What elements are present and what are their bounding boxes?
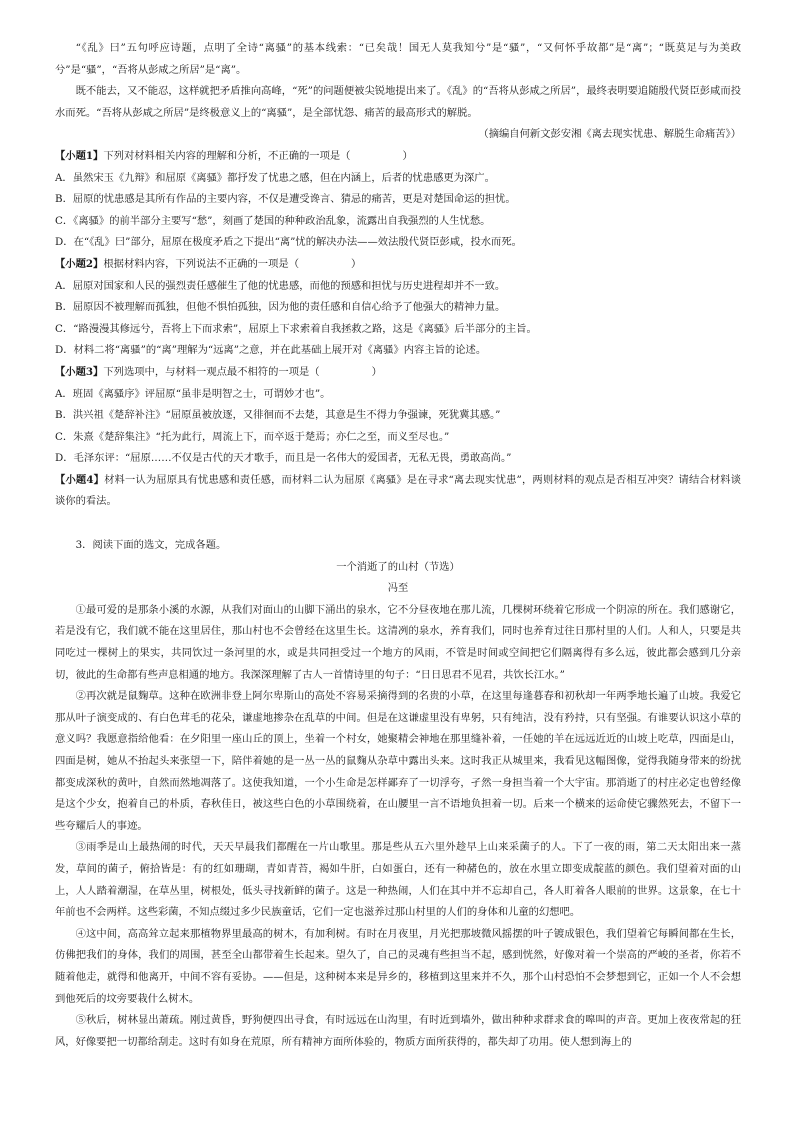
question-text: 材料一认为屈原具有忧患感和责任感，而材料二认为屈原《离骚》是在寻求“离去现实忧患”，两则材料的观点是否相互冲突？请结合材料谈谈你的看法。 (55, 473, 741, 508)
question-stem (55, 146, 741, 168)
article-paragraph: ①最可爱的是那条小溪的水源，从我们对面山的山脚下涌出的泉水，它不分昼夜地在那儿流，几棵树环绕着它形成一个阴凉的所在。我们感谢它，若是没有它，我们就不能在这里居住，那山村也不会曾经在这里生长。这清冽的泉水，养育我们，同时也养育过往日那村里的人们。人和人，只要是共同吃过一棵树上的果实，共同饮过一条河里的水，或是共同担受过一个地方的风雨，不管是时间或空间把它们隔离得有多么远，彼此都会感到几分亲切，彼此的生命都有些声息相通的地方。我深深理解了古人一首情诗里的句子：“日日思君不见君，共饮长江水。” (55, 603, 741, 681)
article-paragraph: ④这中间，高高耸立起来那植物界里最高的树木，有加利树。有时在月夜里，月光把那坡微风摇摆的叶子镀成银色，我们望着它每瞬间都在生长，仿佛把我们的身体，我们的周围，甚至全山都带着生长起来。望久了，自己的灵魂有些担当不起，感到恍然，好像对着一个崇高的严峻的圣者，你若不随着他走，就得和他离开，中间不容有妥协。——但是，这种树本来是异乡的，移植到这里来并不久，那个山村恐怕不会梦想到它，正如一个人不会想到他死后的坟旁要栽什么树木。 (55, 927, 741, 1005)
passage-paragraph: “《乱》曰”五句呼应诗题，点明了全诗“离骚”的基本线索：“已矣哉！国无人莫我知兮”是“骚”，“又何怀乎故都”是“离”；“既莫足与为美政兮”是“骚”，“吾将从彭咸之所居”是“离”。 (55, 42, 741, 76)
question-label: 【小题2】 (55, 257, 104, 270)
question-close-paren: ） (402, 149, 413, 162)
answer-option: D．材料二将“离骚”的“离”理解为“远离”之意，并在此基础上展开对《离骚》内容主旨的论述。 (55, 344, 487, 357)
answer-option: A．屈原对国家和人民的强烈责任感催生了他的忧患感，而他的预感和担忧与历史进程却并不一致。 (55, 279, 506, 292)
question-stem (55, 470, 741, 513)
section-gap (55, 513, 741, 535)
answer-option: D．毛泽东评：“屈原……不仅是古代的天才歌手，而且是一名伟大的爱国者，无私无畏，勇敢高尚。” (55, 452, 512, 465)
question-close-paren: ） (371, 365, 382, 378)
question-text: 下列对材料相关内容的理解和分析，不正确的一项是（ (103, 149, 351, 162)
article-paragraph: ⑤秋后，树林显出萧疏。刚过黄昏，野狗便四出寻食，有时远远在山沟里，有时近到墙外，做出种种求群求食的嗥叫的声音。更加上夜夜常起的狂风，好像要把一切都给刮走。这时有如身在荒原，所有精神方面所体验的，物质方面所获得的，都失却了功用。使人想到海上的 (55, 1014, 741, 1048)
article-paragraph: ③雨季是山上最热闹的时代，天天早晨我们都醒在一片山歌里。那是些从五六里外趁早上山来采菌子的人。下了一夜的雨，第二天太阳出来一蒸发，草间的菌子，俯拾皆是：有的红如珊瑚，青如青苔，褐如牛肝，白如蛋白，还有一种赭色的，放在水里立即变成靛蓝的颜色。我们望着对面的山上，人人踏着潮湿，在草丛里，树根处，低头寻找新鲜的菌子。这是一种热闹，人们在其中并不忘却自己，各人盯着各人眼前的世界。这景象，在七十年前也不会两样。这些彩菌，不知点缀过多少民族童话，它们一定也滋养过那山村里的人们的身体和儿童的幻想吧。 (55, 841, 741, 919)
article-body (55, 600, 741, 1053)
answer-option: D．在“《乱》曰”部分，屈原在极度矛盾之下提出“离”忧的解决办法——效法殷代贤臣彭咸，投水而死。 (55, 236, 522, 249)
question-close-paren: ） (351, 257, 362, 270)
answer-option: A．虽然宋玉《九辩》和屈原《离骚》都抒发了忧患之感，但在内涵上，后者的忧患感更为深广。 (55, 171, 495, 184)
question-text: 下列选项中，与材料一观点最不相符的一项是（ (103, 365, 320, 378)
question-stem (55, 254, 741, 276)
section-heading: 3．阅读下面的选文，完成各题。 (75, 539, 227, 552)
answer-option: B．屈原因不被理解而孤独，但他不惧怕孤独，因为他的责任感和自信心给予了他强大的精神力量。 (55, 301, 506, 314)
question-stem (55, 362, 741, 384)
question-list (55, 146, 741, 513)
question-label: 【小题1】 (55, 149, 104, 162)
question-label: 【小题3】 (55, 365, 104, 378)
source-citation: （摘编自何新文彭安湘《离去现实忧患、解脱生命痛苦》） (478, 128, 741, 141)
answer-option: C．“路漫漫其修远兮，吾将上下而求索”，屈原上下求索着自我拯救之路，这是《离骚》后半部分的主旨。 (55, 322, 537, 335)
question-text: 根据材料内容，下列说法不正确的一项是（ (103, 257, 299, 270)
question-label: 【小题4】 (55, 473, 105, 486)
document-page (55, 38, 741, 1053)
answer-option: B．屈原的忧患感是其所有作品的主要内容，不仅是遭受谗言、猜忌的痛苦，更是对楚国命运的担忧。 (55, 193, 516, 206)
answer-option: B．洪兴祖《楚辞补注》“屈原虽被放逐，又徘徊而不去楚，其意是生不得力争强谏，死犹冀其感。” (55, 409, 501, 422)
answer-option: C．朱熹《楚辞集注》“托为此行，周流上下，而卒返于楚焉；亦仁之至，而义至尽也。” (55, 430, 450, 443)
passage-paragraph: 既不能去，又不能忍，这样就把矛盾推向高峰，“死”的问题便被尖锐地提出来了。《乱》的“吾将从彭咸之所居”，最终表明要追随殷代贤臣彭咸而投水而死。“吾将从彭咸之所居”是终极意义上的“离骚”，是全部忧怨、痛苦的最高形式的解脱。 (55, 85, 741, 119)
article-title: 一个消逝了的山村（节选） (336, 560, 460, 573)
article-author: 冯至 (387, 582, 409, 595)
answer-option: A．班固《离骚序》评屈原“虽非是明智之士，可谓妙才也”。 (55, 387, 331, 400)
article-paragraph: ②再次就是鼠麴草。这种在欧洲非登上阿尔卑斯山的高处不容易采摘得到的名贵的小草，在这里每逢暮春和初秋却一年两季地长遍了山坡。我爱它那从叶子演变成的、有白色茸毛的花朵，谦虚地掺杂在乱草的中间。但是在这谦虚里没有卑躬，只有纯洁，没有矜持，只有坚强。有谁要认识这小草的意义吗？我愿意指给他看：在夕阳里一座山丘的顶上，坐着一个村女，她聚精会神地在那里缝补着，一任她的羊在远远近近的山坡上吃草，四面是山，四面是树，她从不抬起头来张望一下，陪伴着她的是一丛一丛的鼠麴从杂草中露出头来。这时我正从城里来，我看见这幅图像，觉得我随身带来的纷扰都变成深秋的黄叶，自然而然地凋落了。这使我知道，一个小生命是怎样鄙弃了一切浮夸，孑然一身担当着一个大宇宙。那消逝了的村庄必定也曾经像是这个少女，抱着自己的朴质，春秋佳日，被这些白色的小草围绕着，在山腰里一言不语地负担着一切。后来一个横来的运命使它骤然死去，不留下一些夸耀后人的事迹。 (55, 690, 741, 832)
answer-option: C．《离骚》的前半部分主要写“愁”，刻画了楚国的种种政治乱象，流露出自我强烈的人生忧愁。 (55, 214, 491, 227)
